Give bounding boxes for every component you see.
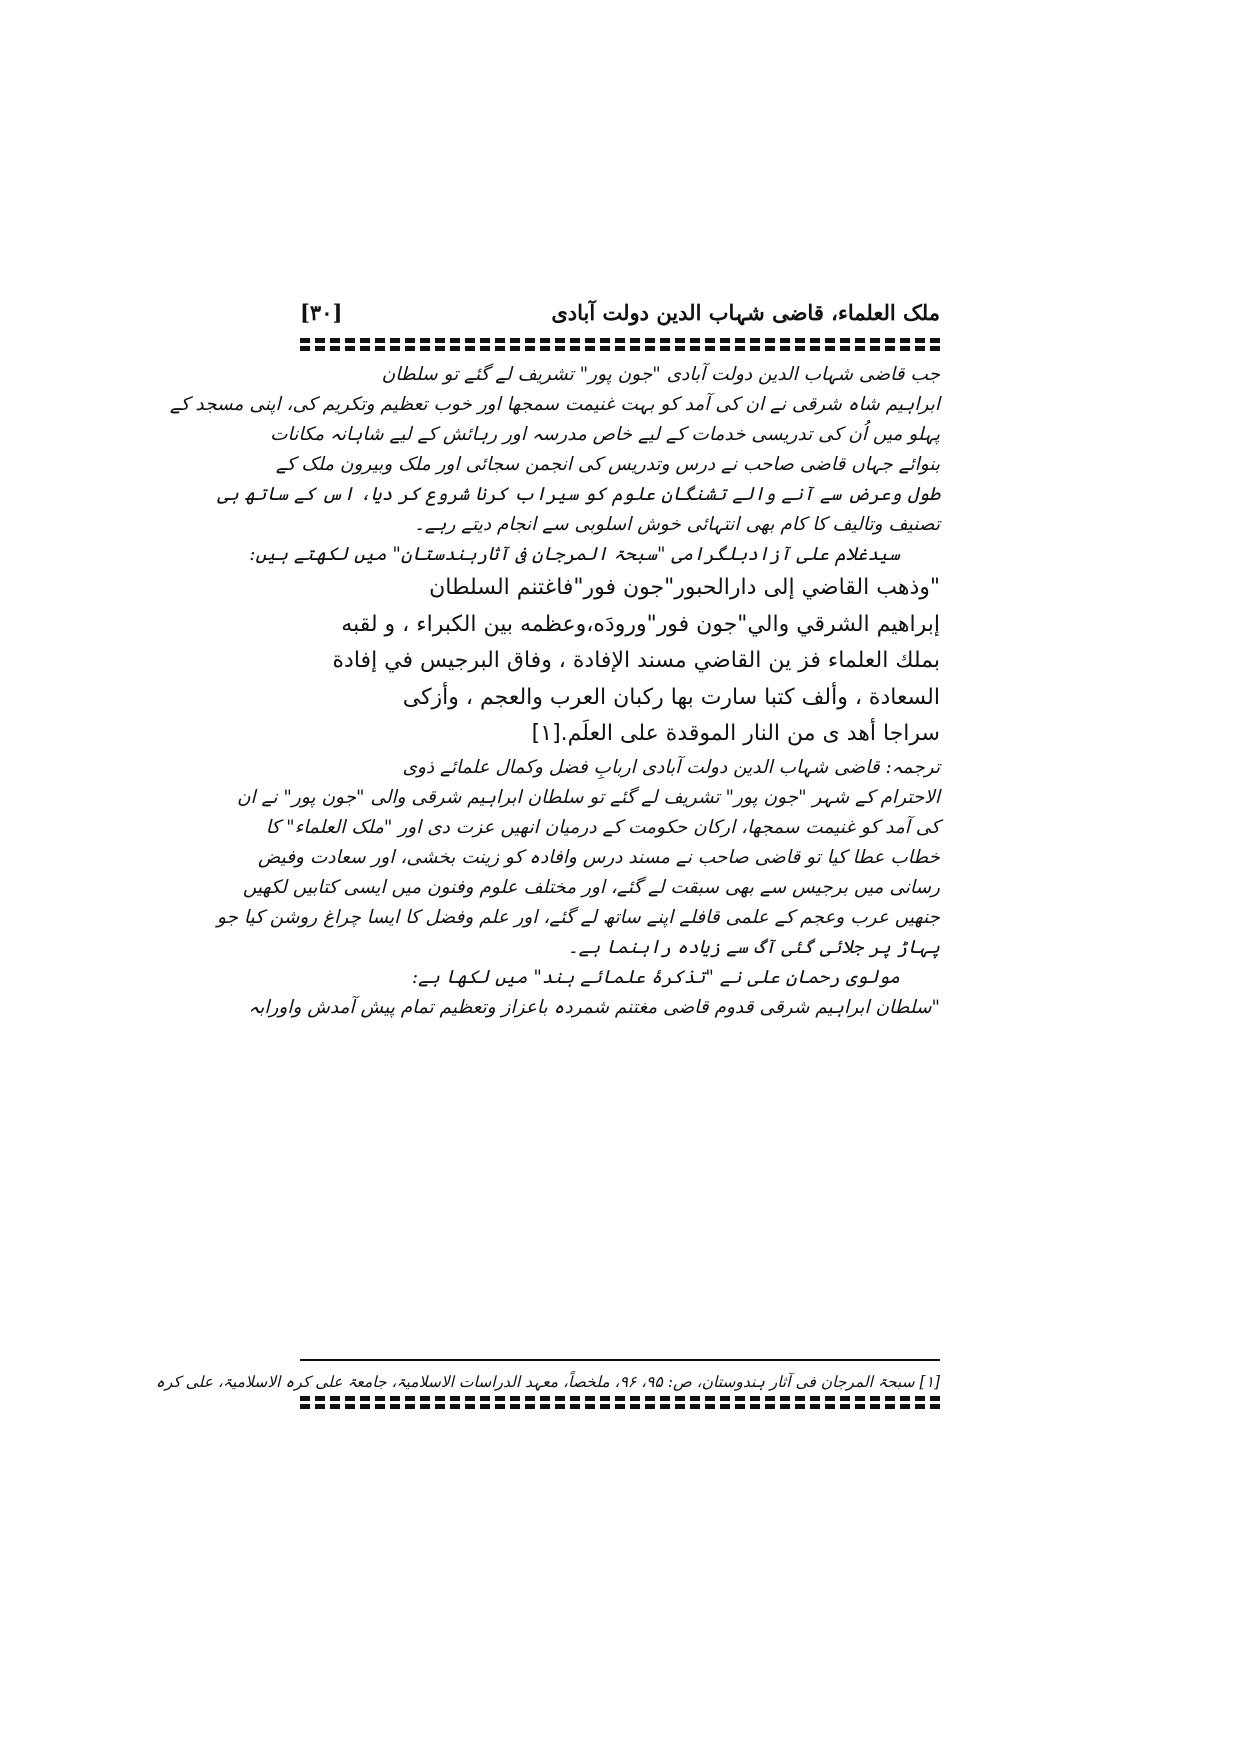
page-number: [۳۰] [300,300,343,325]
translation-line: پہاڑ پر جلائی گئی آگ سے زیادہ راہنما ہے۔ [567,936,940,958]
footer-divider [300,1396,940,1401]
second-quote-line: "سلطان ابراہیم شرقی قدوم قاضی مغتنم شمردہ باعزاز وتعظیم تمام پیش آمدش واورابہ [248,996,940,1018]
arabic-line: بملك العلماء فز ين القاضي مسند الإفادة ، وفاق البرجيس في إفادة [332,648,940,673]
paragraph-intro [169,360,940,540]
text-line: پہلو میں اُن کی تدریسی خدمات کے لیے خاص مدرسہ اور رہائش کے لیے شاہانہ مکانات [270,424,940,445]
translation-line: خطاب عطا کیا تو قاضی صاحب نے مسند درس وافادہ کو زینت بخشی، اور سعادت وفیض [257,846,940,868]
translation-line: رسانی میں برجیس سے بھی سبقت لے گئے، اور مختلف علوم وفنون میں ایسی کتابیں لکھیں [242,876,940,898]
translation-line: الاحترام کے شہر "جون پور" تشریف لے گئے تو سلطان ابراہیم شرقی والی "جون پور" نے ان [236,786,940,808]
text-line: ابراہیم شاہ شرقی نے ان کی آمد کو بہت غنیمت سمجھا اور خوب تعظیم وتکریم کی، اپنی مسجد کے [169,394,940,415]
running-header [300,300,940,336]
text-line: جب قاضی شہاب الدین دولت آبادی "جون پور" تشریف لے گئے تو سلطان [381,364,940,385]
quote-intro: سیدغلام علی آزادبلگرامی "سبحۃ المرجان فی آثارہندستان" میں لکھتے ہیں: [249,544,900,565]
text-line: بنوائے جہاں قاضی صاحب نے درس وتدریس کی انجمن سجائی اور ملک وبیرون ملک کے [275,454,940,475]
arabic-line: السعادة ، وألف كتبا سارت بها ركبان العرب والعجم ، وأزكى [402,684,940,710]
text-line: تصنیف وتالیف کا کام بھی انتہائی خوش اسلوبی سے انجام دیتے رہے۔ [413,514,940,535]
footnote: [۱] سبحۃ المرجان فی آثار ہندوستان، ص: ۹۵، ۹۶، ملخصاً، معہد الدراسات الاسلامیۃ، جامعۃ علی کرہ الاسلامیۃ، علی کرہ [155,1373,940,1391]
translation-line: ترجمہ: قاضی شہاب الدین دولت آبادی اربابِ فضل وکمال علمائے ذوی [402,756,940,778]
second-quote-intro: مولوی رحمان علی نے "تذکرۂ علمائے ہند" میں لکھا ہے: [411,966,900,988]
translation-line: جنھیں عرب وعجم کے علمی قافلے اپنے ساتھ لے گئے، اور علم وفضل کا ایسا چراغ روشن کیا جو [216,906,940,928]
footnote-divider [300,1359,940,1361]
arabic-line: سراجا أهد ى من النار الموقدة على العلَم.[۱] [531,721,940,746]
translation [216,753,940,963]
translation-line: کی آمد کو غنیمت سمجھا، ارکان حکومت کے درمیان انھیں عزت دی اور "ملک العلماء" کا [265,816,940,838]
arabic-line: "وذهب القاضي إلى دارالحبور"جون فور"فاغتنم السلطان [429,575,940,600]
header-divider-second [300,346,940,351]
header-divider [300,338,940,343]
arabic-line: إبراهيم الشرقي والي"جون فور"ورودَه،وعظمه بين الكبراء ، و لقبه [341,611,940,637]
text-line: طول وعرض سے آنے والے تشنگان علوم کو سیراب کرنا شروع کر دیا، اس کے ساتھ ہی [217,484,940,505]
footer-divider-second [300,1404,940,1409]
main-text [169,360,940,1023]
arabic-quote [300,570,940,753]
header-title: ملک العلماء، قاضی شہاب الدین دولت آبادی [551,300,940,325]
